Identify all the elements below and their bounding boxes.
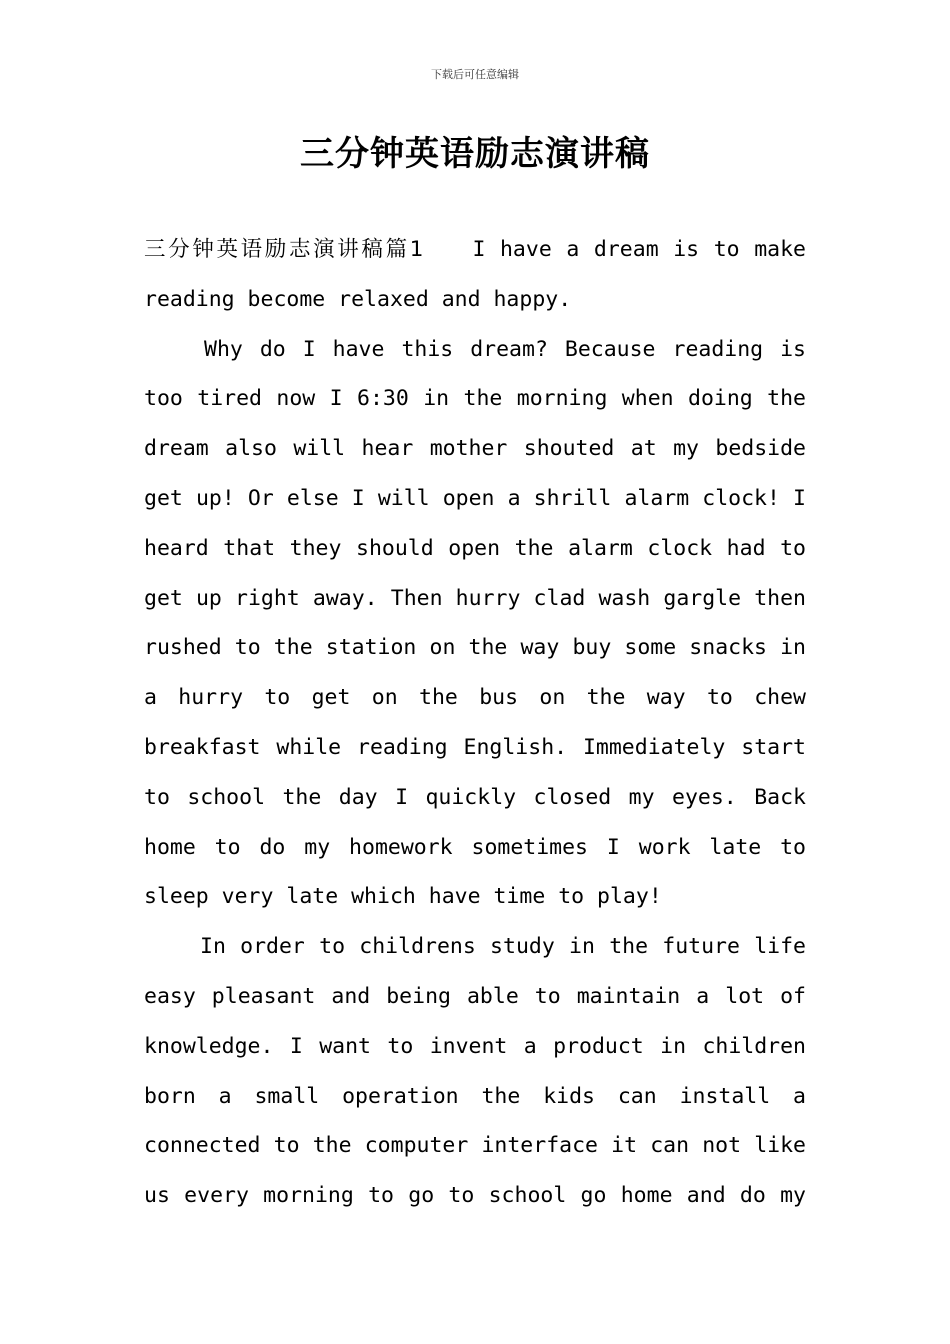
paragraph-3: In order to childrens study in the future life easy pleasant and being able to maintain a lot of knowledge. I want to invent a product in children born a small operation the kids can install a connected to the computer interface it can not like us every morning to go to school go home and do my — [144, 934, 806, 1209]
paragraph-1-text: I have a dream is to make reading become relaxed and happy. — [144, 237, 806, 312]
section-label: 三分钟英语励志演讲稿篇1 — [144, 237, 425, 262]
paragraph-1 — [144, 225, 806, 325]
document-title: 三分钟英语励志演讲稿 — [300, 134, 650, 174]
header-note: 下载后可任意编辑 — [431, 68, 519, 81]
document-body — [144, 225, 806, 1221]
paragraph-2: Why do I have this dream? Because reading is too tired now I 6:30 in the morning when doing the dream also will hear mother shouted at my bedside get up! Or else I will open a shrill alarm clock! I heard that they should open the alarm clock had to get up right away. Then hurry clad wash gargle then rushed to the station on the way buy some snacks in a hurry to get on the bus on the way to chew breakfast while reading English. Immediately start to school the day I quickly closed my eyes. Back home to do my homework sometimes I work late to sleep very late which have time to play! — [144, 336, 806, 910]
